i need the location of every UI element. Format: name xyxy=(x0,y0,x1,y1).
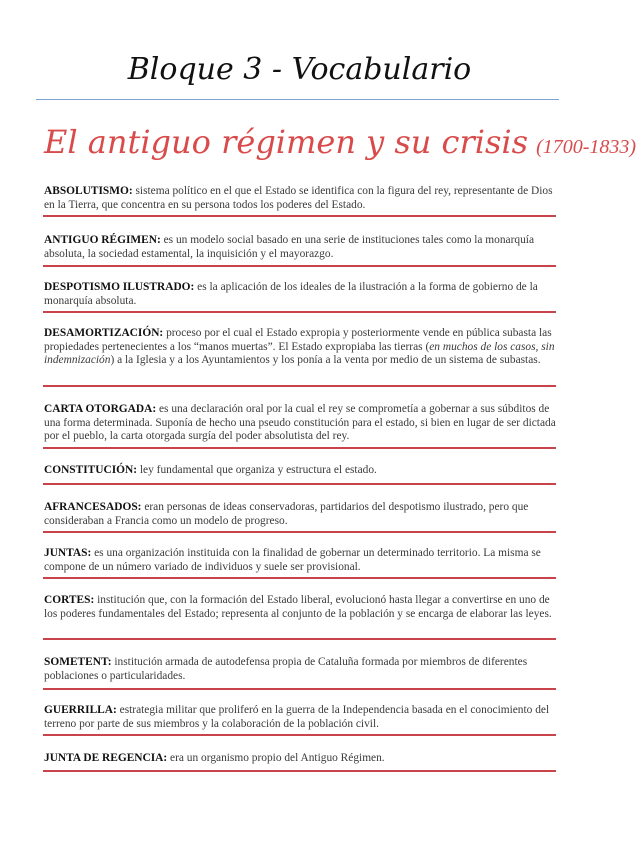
entry-sometent xyxy=(44,656,562,683)
entry-constitucion xyxy=(44,464,562,478)
entry-afrancesados xyxy=(44,501,562,528)
entry-juntas xyxy=(44,547,562,574)
entry-divider xyxy=(43,734,556,736)
entry-divider xyxy=(43,638,556,640)
section-title: El antiguo régimen y su crisis xyxy=(44,123,529,161)
entry-divider xyxy=(43,311,556,313)
entry-term: CONSTITUCIÓN: xyxy=(44,464,138,476)
title-divider xyxy=(36,99,559,100)
entry-term: CORTES: xyxy=(44,594,95,606)
entry-cortes xyxy=(44,594,562,621)
entry-term: DESPOTISMO ILUSTRADO: xyxy=(44,281,195,293)
entry-divider xyxy=(43,385,556,387)
section-period: (1700-1833) xyxy=(536,136,636,158)
entry-guerrilla xyxy=(44,704,562,731)
section-heading xyxy=(44,118,636,173)
entry-definition: sistema político en el que el Estado se identifica con la figura del rey, representante de Dios en la Tierra, que concentra en su persona todos los poderes del Estado. xyxy=(44,185,553,211)
entry-definition-a: proceso por el cual el Estado expropia y posteriormente vende en pública subasta las propiedades pertenecientes a los “manos muertas”. El Estado expropiaba las tierras ( xyxy=(44,327,552,353)
entry-definition: es una organización instituida con la finalidad de gobernar un determinado territorio. La misma se compone de un número variado de individuos y suele ser provisional. xyxy=(44,547,541,573)
entry-definition: ley fundamental que organiza y estructura el estado. xyxy=(137,464,377,476)
entry-divider xyxy=(43,577,556,579)
entry-definition: era un organismo propio del Antiguo Régimen. xyxy=(167,752,385,764)
entry-divider xyxy=(43,265,556,267)
entry-divider xyxy=(43,531,556,533)
entry-divider xyxy=(43,215,556,217)
entry-definition: es una declaración oral por la cual el rey se comprometía a gobernar a sus súbditos de una forma determinada. Suponía de hecho una pseudo constitución para el estado, si bien en lugar de ser dictada por el pueblo, la carta otorgada surgía del poder absolutista del rey. xyxy=(44,403,556,442)
entry-term: AFRANCESADOS: xyxy=(44,501,142,513)
entry-term: ANTIGUO RÉGIMEN: xyxy=(44,234,161,246)
entry-definition: institución armada de autodefensa propia de Cataluña formada por miembros de diferentes poblaciones o particularidades. xyxy=(44,656,528,682)
entry-term: CARTA OTORGADA: xyxy=(44,403,157,415)
entry-junta-de-regencia xyxy=(44,752,562,766)
page-title: Bloque 3 - Vocabulario xyxy=(127,52,472,87)
entry-antiguo-regimen xyxy=(44,234,562,261)
entry-definition: es un modelo social basado en una serie de instituciones tales como la monarquía absoluta, la sociedad estamental, la inquisición y el mayorazgo. xyxy=(44,234,535,260)
entry-definition-emphasis: en muchos de los casos, sin indemnización xyxy=(44,340,555,366)
entry-term: JUNTA DE REGENCIA: xyxy=(44,752,168,764)
entry-divider xyxy=(43,447,556,449)
entry-carta-otorgada xyxy=(44,403,562,444)
entry-divider xyxy=(43,770,556,772)
entry-despotismo-ilustrado xyxy=(44,281,562,308)
entry-definition: es la aplicación de los ideales de la ilustración a la forma de gobierno de la monarquía absoluta. xyxy=(44,281,538,307)
entry-term: DESAMORTIZACIÓN: xyxy=(44,327,164,339)
entry-divider xyxy=(43,483,556,485)
entry-absolutismo xyxy=(44,185,562,212)
entry-desamortizacion xyxy=(44,327,562,368)
entry-definition: eran personas de ideas conservadoras, partidarios del despotismo ilustrado, pero que consideraban a Francia como un modelo de progreso. xyxy=(44,501,529,527)
entry-term: ABSOLUTISMO: xyxy=(44,185,133,197)
entry-definition-b: ) a la Iglesia y a los Ayuntamientos y los ponía a la venta por medio de un sistema de subastas. xyxy=(110,354,541,366)
entry-divider xyxy=(43,688,556,690)
entry-definition: estrategia militar que proliferó en la guerra de la Independencia basada en el conocimiento del terreno por parte de sus miembros y la colaboración de la población civil. xyxy=(44,704,550,730)
entry-term: JUNTAS: xyxy=(44,547,92,559)
entry-term: SOMETENT: xyxy=(44,656,112,668)
entry-term: GUERRILLA: xyxy=(44,704,117,716)
entry-definition: institución que, con la formación del Estado liberal, evolucionó hasta llegar a convertirse en uno de los poderes fundamentales del Estado; representa al conjunto de la población y se encarga de elaborar las leyes. xyxy=(44,594,552,620)
